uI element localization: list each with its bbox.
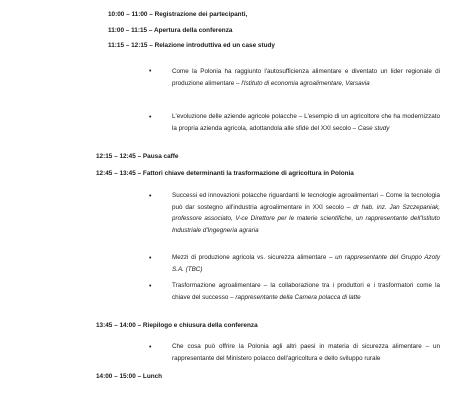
bullet-text: Mezzi di produzione agricola vs. sicurezza alimentare – <box>172 254 333 261</box>
schedule-time: 10:00 – 11:00 <box>108 11 148 18</box>
schedule-row <box>108 27 232 35</box>
schedule-sep: – <box>148 27 154 34</box>
bullet-speaker: l'Istituto di economia agroalimentare, Varsavia <box>241 79 370 87</box>
schedule-sep: – <box>137 153 143 160</box>
schedule-time: 13:45 – 14:00 <box>96 322 136 329</box>
bullet-text: Che cosa può offrire la Polonia agli altri paesi in materia di sicurezza alimentare – un rappresentante del Ministero polacco dell'agricoltura e dello sviluppo rurale <box>172 343 440 362</box>
schedule-row <box>108 42 275 50</box>
bullet-text: Come la Polonia ha raggiunto l'autosufficienza alimentare e diventato un lider regionale di produzione alimentare – <box>172 68 440 87</box>
bullet-item <box>172 341 440 364</box>
schedule-sep: – <box>149 11 155 18</box>
bullet-item <box>172 280 440 303</box>
schedule-sep: – <box>149 42 155 49</box>
schedule-row <box>108 11 247 19</box>
bullet-dot: • <box>149 283 152 290</box>
schedule-row <box>96 322 258 330</box>
schedule-title: Fattori chiave determinanti la trasformazione di agricoltura in Polonia <box>142 170 354 177</box>
schedule-time: 11:15 – 12:15 <box>108 42 148 49</box>
schedule-title: Apertura della conferenza <box>153 27 233 34</box>
bullet-dot: • <box>149 68 152 75</box>
bullet-speaker: Case study <box>357 124 390 132</box>
schedule-time: 12:45 – 13:45 <box>96 170 136 177</box>
bullet-text: L'evoluzione delle aziende agricole polacche – L'esempio di un agricoltore che ha modernizzato la propria azienda agricola, adottandola alle sfide del XXI secolo – <box>172 113 440 132</box>
bullet-dot: • <box>149 344 152 351</box>
schedule-title: Lunch <box>142 373 163 380</box>
bullet-item <box>172 66 440 89</box>
bullet-speaker: un rappresentante del Gruppo Azoty S.A. (TBC) <box>172 254 440 273</box>
bullet-dot: • <box>149 114 152 121</box>
schedule-title: Registrazione dei partecipanti, <box>154 11 248 18</box>
schedule-row <box>96 153 178 161</box>
schedule-time: 12:15 – 12:45 <box>96 153 136 160</box>
schedule-sep: – <box>137 322 143 329</box>
bullet-dot: • <box>149 193 152 200</box>
schedule-title: Pausa caffe <box>142 153 179 160</box>
schedule-time: 14:00 – 15:00 <box>96 373 136 380</box>
bullet-item <box>172 111 440 134</box>
schedule-row <box>96 373 162 381</box>
bullet-text: Successi ed innovazioni polacche riguardanti le tecnologie agroalimentari – Come la tecnologia può dar sostegno all'industria agroalimentare in XXI secolo – <box>172 192 440 211</box>
schedule-time: 11:00 – 11:15 <box>108 27 148 34</box>
schedule-sep: – <box>137 170 143 177</box>
bullet-speaker: dr hab. inz. Jan Szczepaniak, professore associato, V-ce Direttore per le materie scientifiche, un rappresentante dell'Istituto Industriale d'Ingegneria agraria <box>172 203 440 234</box>
bullet-text: Trasformazione agroalimentare – la collaborazione tra i produttori e i trasformatori come la chiave del successo – <box>172 282 440 301</box>
schedule-sep: – <box>137 373 143 380</box>
bullet-item <box>172 190 440 236</box>
bullet-speaker: rappresentante della Camera polacca di latte <box>235 293 361 301</box>
schedule-title: Riepilogo e chiusura della conferenza <box>142 322 258 329</box>
bullet-dot: • <box>149 255 152 262</box>
bullet-item <box>172 252 440 275</box>
schedule-row <box>96 170 354 178</box>
schedule-title: Relazione introduttiva ed un case study <box>154 42 275 49</box>
